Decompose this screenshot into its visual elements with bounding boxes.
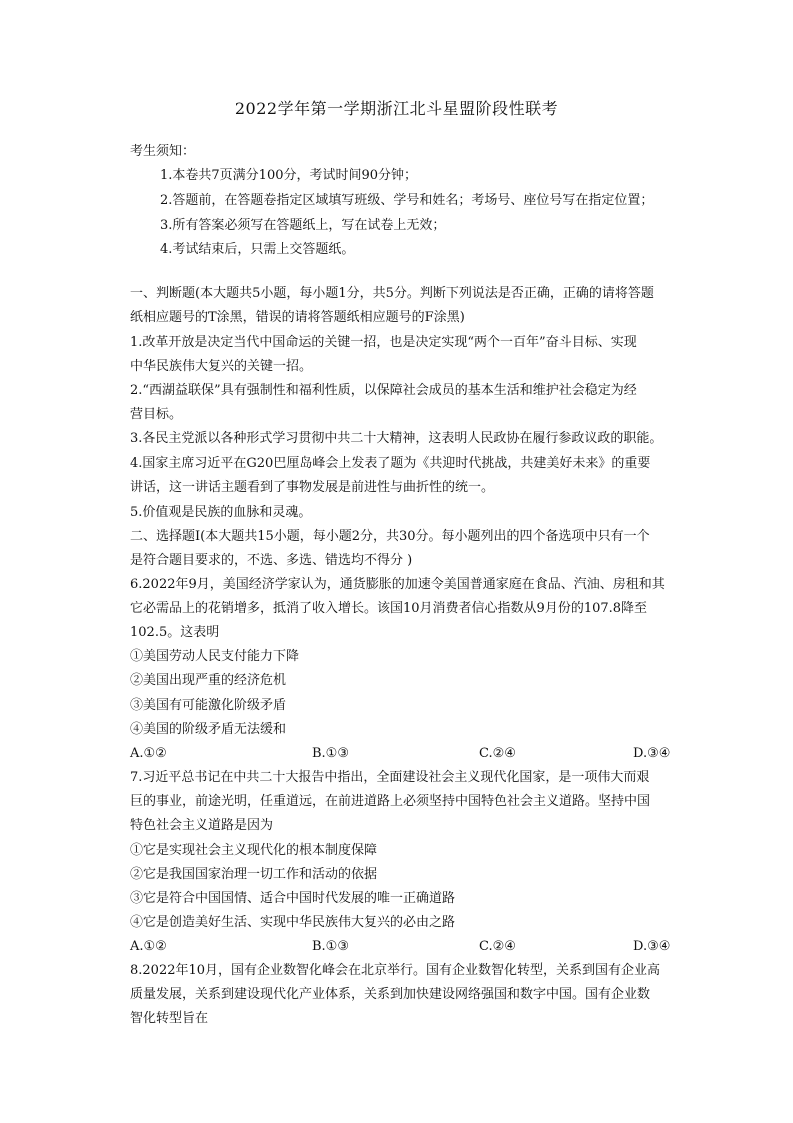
notice-item: 4.考试结束后，只需上交答题纸。 (160, 242, 355, 257)
question-6-stem: 6.2022年9月，美国经济学家认为，通货膨胀的加速令美国普通家庭在食品、汽油、房租和其 (130, 577, 665, 592)
question-8-stem: 质量发展，关系到建设现代化产业体系，关系到加快建设网络强国和数字中国。国有企业数 (130, 987, 651, 1002)
question-7-statement: ④它是创造美好生活、实现中华民族伟大复兴的必由之路 (130, 915, 456, 930)
question-1: 1.改革开放是决定当代中国命运的关键一招，也是决定实现“两个一百年”奋斗目标、实现 (130, 335, 637, 350)
option-c: C.②④ (479, 939, 516, 954)
question-6-statement: ④美国的阶级矛盾无法缓和 (130, 722, 287, 737)
question-8-stem: 智化转型旨在 (130, 1011, 209, 1026)
question-7-statement: ①它是实现社会主义现代化的根本制度保障 (130, 843, 378, 858)
question-8-stem: 8.2022年10月，国有企业数智化峰会在北京举行。国有企业数智化转型，关系到国有企业高 (130, 963, 661, 978)
question-7-stem: 7.习近平总书记在中共二十大报告中指出，全面建设社会主义现代化国家，是一项伟大而艰 (130, 770, 650, 785)
page-title: 2022学年第一学期浙江北斗星盟阶段性联考 (234, 99, 559, 118)
question-4: 讲话，这一讲话主题看到了事物发展是前进性与曲折性的统一。 (130, 480, 495, 495)
notice-item: 1.本卷共7页满分100分，考试时间90分钟； (160, 168, 418, 183)
question-2: 2.“西湖益联保”具有强制性和福利性质，以保障社会成员的基本生活和维护社会稳定为经 (130, 383, 637, 398)
question-6-statement: ①美国劳动人民支付能力下降 (130, 649, 300, 664)
section-heading: 一、判断题(本大题共5小题，每小题1分，共5分。判断下列说法是否正确，正确的请将答题 (130, 286, 654, 301)
option-c: C.②④ (479, 746, 516, 761)
question-4: 4.国家主席习近平在G20巴厘岛峰会上发表了题为《共迎时代挑战，共建美好未来》的重要 (130, 456, 651, 471)
option-a: A.①② (130, 939, 167, 954)
question-7-stem: 巨的事业，前途光明，任重道远，在前进道路上必须坚持中国特色社会主义道路。坚持中国 (130, 794, 651, 809)
option-a: A.①② (130, 746, 167, 761)
question-5: 5.价值观是民族的血脉和灵魂。 (130, 505, 312, 520)
question-6-statement: ③美国有可能激化阶级矛盾 (130, 698, 287, 713)
question-6-stem: 它必需品上的花销增多，抵消了收入增长。该国10月消费者信心指数从9月份的107.8降至 (130, 601, 648, 616)
question-6-statement: ②美国出现严重的经济危机 (130, 673, 287, 688)
notice-heading: 考生须知： (130, 144, 196, 159)
notice-item: 3.所有答案必须写在答题纸上，写在试卷上无效； (160, 218, 446, 233)
section-heading: 纸相应题号的T涂黑，错误的请将答题纸相应题号的F涂黑) (130, 310, 465, 325)
question-1: 中华民族伟大复兴的关键一招。 (130, 359, 313, 374)
question-7-statement: ③它是符合中国国情、适合中国时代发展的唯一正确道路 (130, 891, 456, 906)
option-b: B.①③ (312, 746, 349, 761)
notice-item: 2.答题前，在答题卷指定区域填写班级、学号和姓名；考场号、座位号写在指定位置； (160, 193, 654, 208)
question-7-stem: 特色社会主义道路是因为 (130, 818, 274, 833)
section-heading: 二、选择题Ⅰ(本大题共15小题，每小题2分，共30分。每小题列出的四个备选项中只有一个 (130, 529, 650, 544)
section-heading: 是符合题目要求的，不选、多选、错选均不得分 ) (130, 553, 413, 568)
question-2: 营目标。 (130, 407, 183, 422)
question-6-stem: 102.5。这表明 (130, 625, 220, 640)
question-7-statement: ②它是我国国家治理一切工作和活动的依据 (130, 867, 378, 882)
option-b: B.①③ (312, 939, 349, 954)
question-3: 3.各民主党派以各种形式学习贯彻中共二十大精神，这表明人民政协在履行参政议政的职能。 (130, 431, 663, 446)
option-d: D.③④ (633, 746, 671, 761)
option-d: D.③④ (633, 939, 671, 954)
